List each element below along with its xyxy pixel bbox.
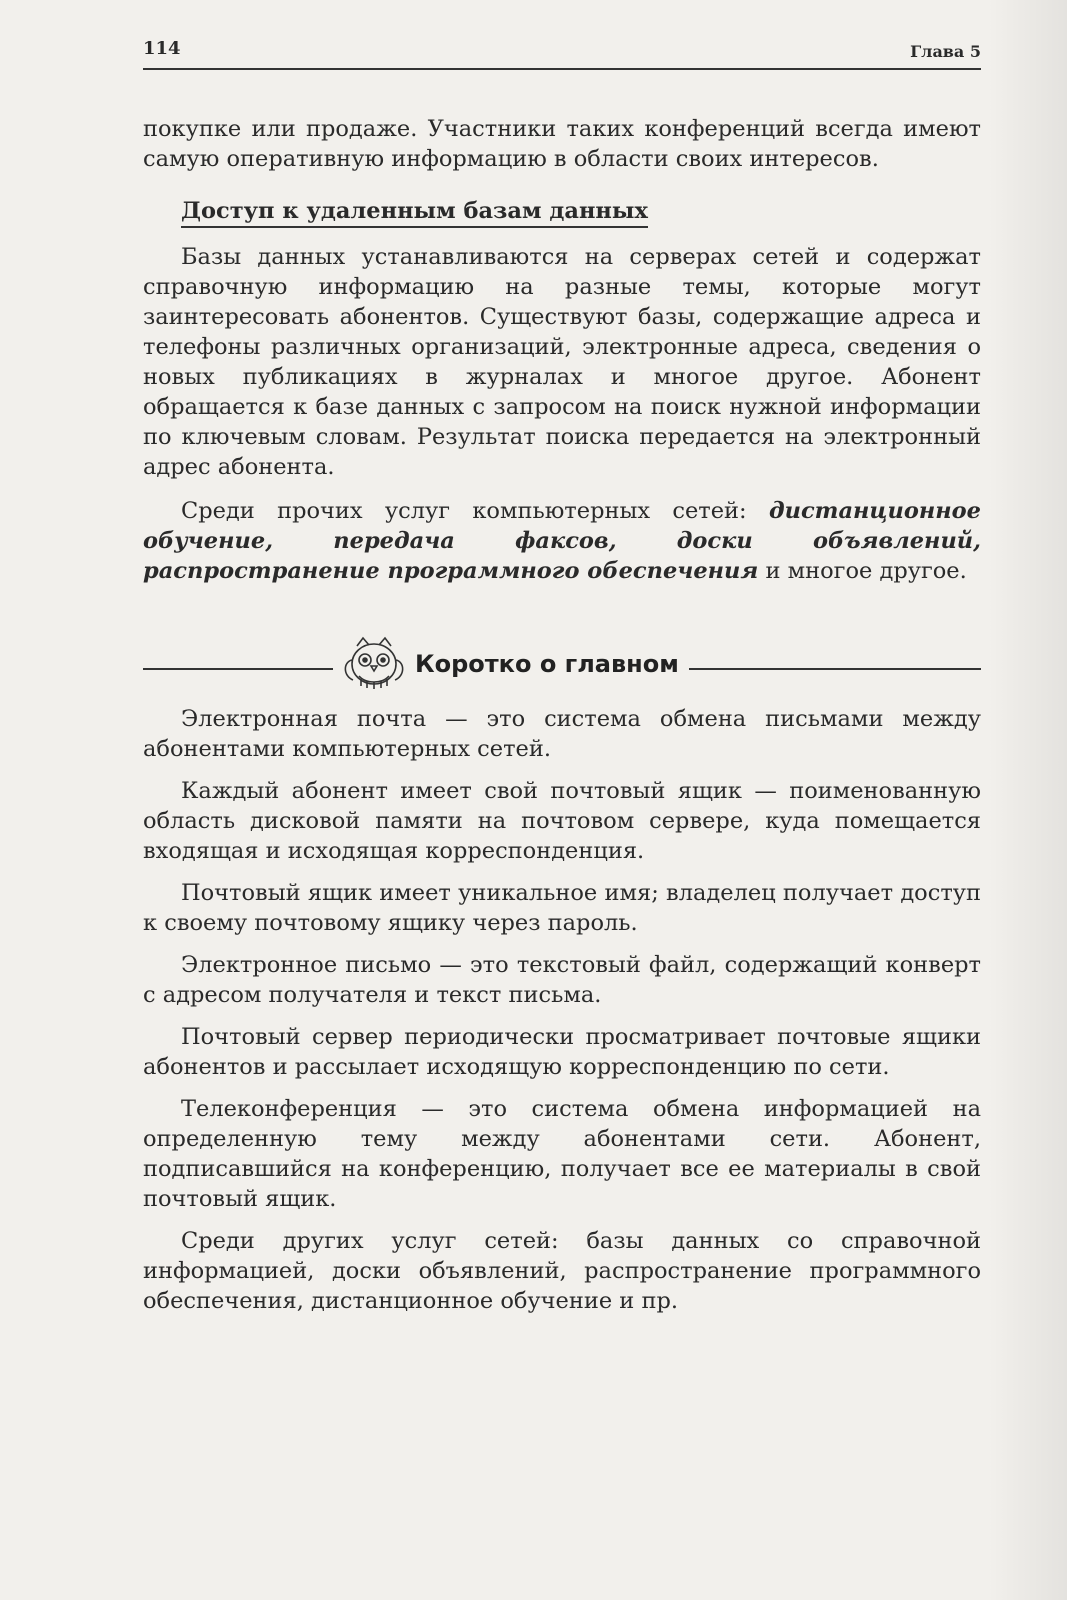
other-services-lead: Среди прочих услуг компьютерных сетей: [181, 498, 769, 524]
page-shadow [987, 0, 1067, 1600]
page-number: 114 [143, 38, 181, 59]
summary-heading-block [143, 636, 981, 696]
other-services-tail: и многое другое. [758, 558, 967, 584]
paragraph-continued: покупке или продаже. Участники таких конференций всегда имеют самую оперативную информацию в области своих интересов. [143, 116, 981, 172]
paragraph-other-services [143, 496, 981, 586]
summary-paragraph: Почтовый ящик имеет уникальное имя; владелец получает доступ к своему почтовому ящику через пароль. [143, 880, 981, 936]
chapter-label: Глава 5 [910, 42, 981, 61]
owl-icon [339, 636, 415, 692]
summary-paragraph: Каждый абонент имеет свой почтовый ящик — поименованную область дисковой памяти на почтовом сервере, куда помещается входящая и исходящая корреспонденция. [143, 778, 981, 864]
summary-paragraph: Телеконференция — это система обмена информацией на определенную тему между абонентами сети. Абонент, подписавшийся на конференцию, получает все ее материалы в свой почтовый ящик. [143, 1096, 981, 1212]
summary-paragraph: Электронная почта — это система обмена письмами между абонентами компьютерных сетей. [143, 706, 981, 762]
summary-title: Коротко о главном [415, 650, 679, 678]
running-header [143, 36, 981, 70]
summary-list [143, 704, 981, 1316]
summary-paragraph: Среди других услуг сетей: базы данных со справочной информацией, доски объявлений, распространение программного обеспечения, дистанционное обучение и пр. [143, 1228, 981, 1314]
paragraph-databases: Базы данных устанавливаются на серверах сетей и содержат справочную информацию на разные темы, которые могут заинтересовать абонентов. Существуют базы, содержащие адреса и телефоны различных организаций, электронные адреса, сведения о новых публикациях в журналах и многое другое. Абонент обращается к базе данных с запросом на поиск нужной информации по ключевым словам. Результат поиска передается на электронный адрес абонента. [143, 244, 981, 480]
summary-paragraph: Почтовый сервер периодически просматривает почтовые ящики абонентов и рассылает исходящую корреспонденцию по сети. [143, 1024, 981, 1080]
page-content [143, 114, 981, 1316]
section-heading: Доступ к удаленным базам данных [181, 196, 648, 228]
summary-paragraph: Электронное письмо — это текстовый файл, содержащий конверт с адресом получателя и текст письма. [143, 952, 981, 1008]
other-services-emphasis: дистанционное обучение, передача факсов, доски объявлений, распространение программного обеспечения [143, 498, 981, 584]
summary-title-group [333, 636, 689, 692]
